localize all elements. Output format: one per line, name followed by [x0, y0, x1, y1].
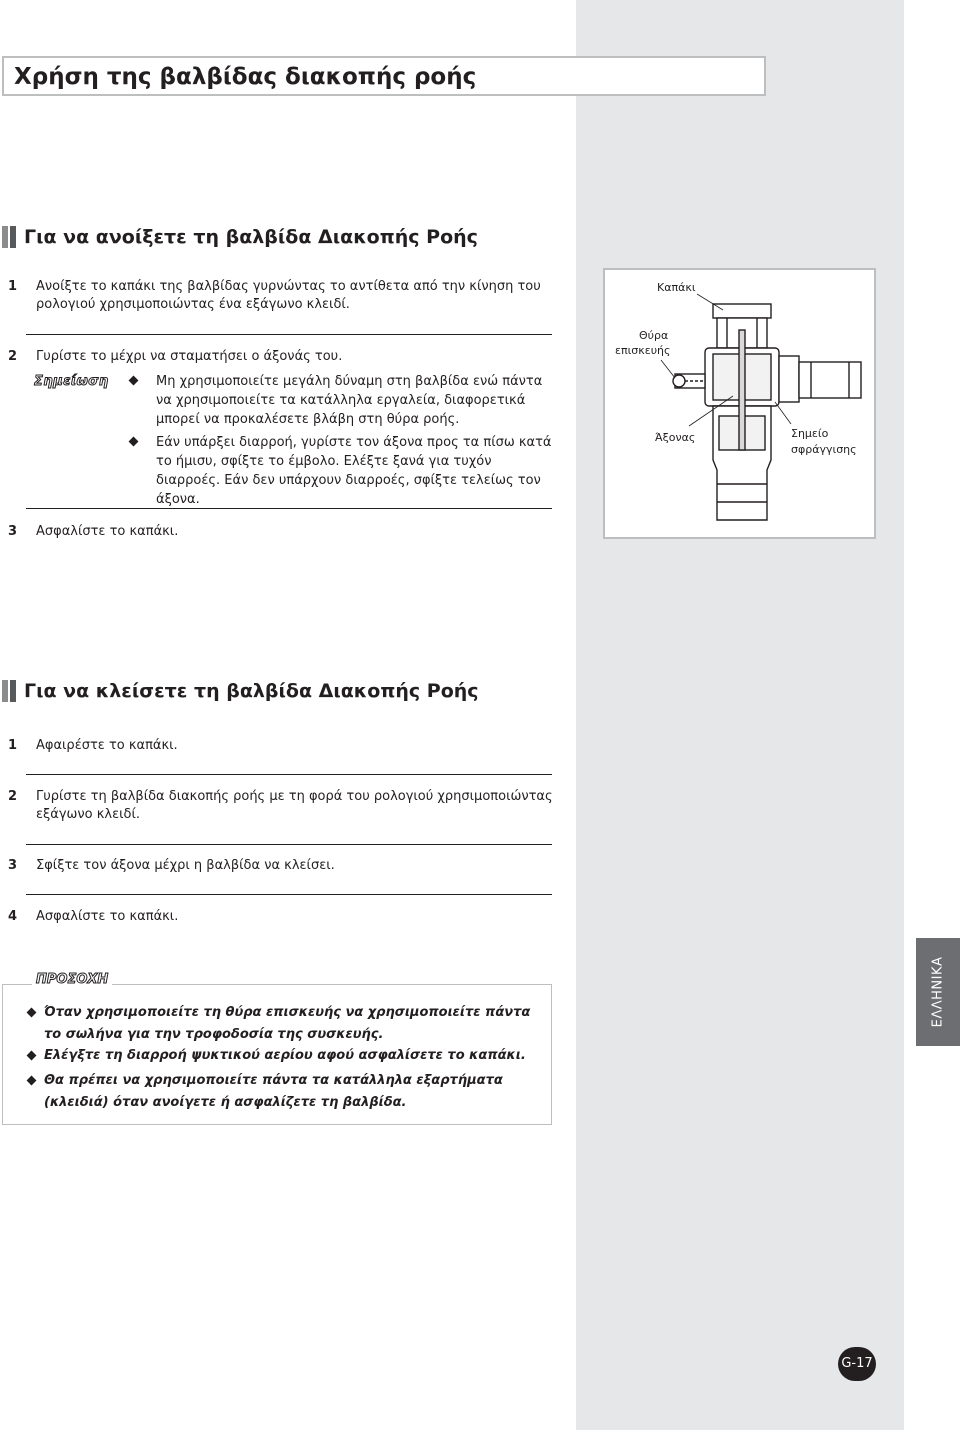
right-gray-column [576, 0, 904, 1430]
note-label: Σημείωση [34, 374, 109, 389]
step-text: Ασφαλίστε το καπάκι. [36, 524, 179, 539]
caution-text: Όταν χρησιμοποιείτε τη θύρα επισκευής να χρησιμοποιείτε πάντα το σωλήνα για την τροφοδοσία της συσκευής. [44, 1005, 531, 1042]
caution-item-1 [28, 1002, 538, 1046]
label-cap: Καπάκι [657, 281, 696, 294]
heading-bars-icon [2, 680, 22, 702]
caution-text: Θα πρέπει να χρησιμοποιείτε πάντα τα κατάλληλα εξαρτήματα (κλειδιά) όταν ανοίγετε ή ασφαλίζετε τη βαλβίδα. [44, 1073, 503, 1110]
divider [26, 774, 552, 775]
heading-bars-icon [2, 226, 22, 248]
diamond-bullet-icon [27, 1076, 37, 1086]
divider [26, 508, 552, 509]
language-tab [916, 938, 960, 1046]
step-text: Ανοίξτε το καπάκι της βαλβίδας γυρνώντας το αντίθετα από την κίνηση του ρολογιού χρησιμοποιώντας ένα εξάγωνο κλειδί. [36, 279, 541, 312]
label-seal-1: Σημείο [791, 427, 829, 440]
caution-item-2 [28, 1045, 538, 1067]
caution-item-3 [28, 1070, 538, 1114]
close-section-title: Για να κλείσετε τη βαλβίδα Διακοπής Ροής [24, 680, 479, 702]
page-number-badge: G-17 [838, 1347, 876, 1381]
close-section-heading [2, 678, 562, 704]
step-text: Αφαιρέστε το καπάκι. [36, 738, 178, 753]
caution-text: Ελέγξτε τη διαρροή ψυκτικού αερίου αφού ασφαλίσετε το καπάκι. [44, 1048, 526, 1063]
step-number: 1 [8, 279, 18, 294]
open-section-heading [2, 224, 562, 250]
divider [26, 894, 552, 895]
note-text: Μη χρησιμοποιείτε μεγάλη δύναμη στη βαλβίδα ενώ πάντα να χρησιμοποιείτε τα κατάλληλα εργαλεία, διαφορετικά μπορεί να προκαλέσετε βλάβη στη θύρα ροής. [156, 374, 543, 427]
step-number: 4 [8, 909, 18, 924]
diamond-bullet-icon [129, 376, 139, 386]
label-seal-2: σφράγγισης [791, 443, 857, 456]
step-text: Γυρίστε το μέχρι να σταματήσει ο άξονάς του. [36, 349, 343, 364]
page-title: Χρήση της βαλβίδας διακοπής ροής [14, 64, 477, 90]
valve-illustration [605, 270, 874, 537]
step-number: 2 [8, 789, 18, 804]
label-service-port-2: επισκευής [615, 344, 671, 357]
step-number: 2 [8, 349, 18, 364]
diamond-bullet-icon [27, 1051, 37, 1061]
open-section-title: Για να ανοίξετε τη βαλβίδα Διακοπής Ροής [24, 226, 478, 248]
note-item-1 [130, 372, 550, 430]
valve-diagram [603, 268, 876, 539]
diamond-bullet-icon [129, 437, 139, 447]
step-text: Σφίξτε τον άξονα μέχρι η βαλβίδα να κλείσει. [36, 858, 335, 873]
step-text: Ασφαλίστε το καπάκι. [36, 909, 179, 924]
step-number: 1 [8, 738, 18, 753]
diamond-bullet-icon [27, 1008, 37, 1018]
label-shaft: Άξονας [655, 431, 696, 444]
step-number: 3 [8, 858, 18, 873]
label-service-port-1: Θύρα [639, 329, 669, 342]
step-number: 3 [8, 524, 18, 539]
page-title-box [2, 56, 766, 96]
language-tab-label: ΕΛΛΗΝΙΚΑ [930, 956, 946, 1028]
caution-label: ΠΡΟΣΟΧΗ [32, 972, 112, 987]
note-text: Εάν υπάρξει διαρροή, γυρίστε τον άξονα προς τα πίσω κατά το ήμισυ, σφίξτε το έμβολο. Ελέξτε ξανά για τυχόν διαρροές. Εάν δεν υπάρχουν διαρροές, σφίξτε τελείως τον άξονα. [156, 435, 552, 507]
divider [26, 334, 552, 335]
note-item-2 [130, 433, 552, 507]
step-text: Γυρίστε τη βαλβίδα διακοπής ροής με τη φορά του ρολογιού χρησιμοποιώντας εξάγωνο κλειδί. [36, 789, 553, 822]
divider [26, 844, 552, 845]
